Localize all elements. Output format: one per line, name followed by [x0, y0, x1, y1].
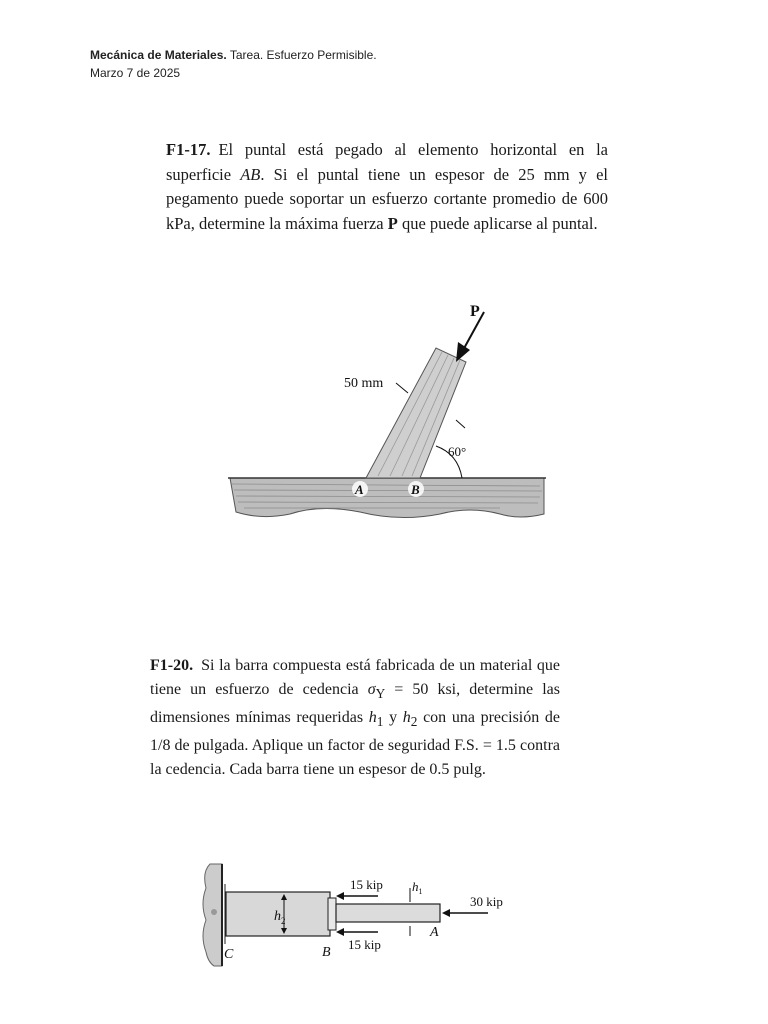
- h1-symbol: h: [368, 709, 377, 727]
- h2-subscript: 2: [410, 714, 418, 730]
- problem-text: Si la barra compuesta está fabricada de un material que tiene un esfuerzo de cedencia: [150, 657, 560, 698]
- point-a-label: A: [355, 482, 364, 497]
- header-date: Marzo 7 de 2025: [90, 66, 181, 80]
- h1-label: $h_1$: [412, 879, 423, 896]
- bottom-force-label: 15 kip: [348, 937, 381, 952]
- wall-bolt: [211, 909, 217, 915]
- force-label: P: [470, 303, 480, 320]
- problem-text: = 50 ksi, determine las dimensiones mínimas requeridas: [150, 681, 561, 727]
- assignment-title: Tarea. Esfuerzo Permisible.: [229, 48, 377, 62]
- problem-text: . Si el puntal tiene un espesor de 25 mm y el pegamento puede soportar un esfuerzo cortante promedio de 600 kPa, determine la máxima fuerza: [166, 164, 608, 233]
- problem-text: con una precisión de 1/8 de pulgada. Aplique un factor de seguridad F.S. = 1.5 contra la cedencia. Cada barra tiene un espesor de 0.5 pulg.: [150, 709, 561, 779]
- problem-number: F1-17.: [166, 140, 211, 159]
- point-b-label: B: [411, 482, 420, 497]
- bottom-force-arrowhead: [336, 928, 344, 936]
- problem-text: que puede aplicarse al puntal.: [397, 213, 598, 233]
- angle-label: 60°: [448, 444, 467, 459]
- top-force-arrowhead: [336, 892, 344, 900]
- surface-label: AB: [240, 164, 261, 184]
- end-force-arrowhead: [442, 909, 450, 917]
- h2-symbol: h: [402, 709, 411, 727]
- force-symbol: P: [387, 213, 398, 233]
- top-force-label: 15 kip: [350, 877, 383, 892]
- stress-subscript: Y: [375, 686, 386, 702]
- problem-text: y: [383, 709, 403, 727]
- width-label: 50 mm: [344, 376, 384, 391]
- fixed-wall: [203, 864, 222, 966]
- bar-segment-ba: [336, 904, 440, 922]
- point-c-label: C: [224, 947, 234, 962]
- point-b-label: B: [322, 945, 331, 960]
- point-a-label: A: [430, 925, 439, 940]
- h2-label: $h_2$: [274, 909, 286, 926]
- end-force-label: 30 kip: [470, 894, 503, 909]
- course-title: Mecánica de Materiales.: [90, 48, 227, 62]
- stress-symbol: σ: [367, 681, 376, 698]
- problem-text: El puntal está pegado al elemento horizontal en la superficie: [166, 140, 608, 184]
- h1-subscript: 1: [376, 714, 384, 730]
- problem-number: F1-20.: [150, 657, 194, 674]
- collar-b: [328, 898, 336, 930]
